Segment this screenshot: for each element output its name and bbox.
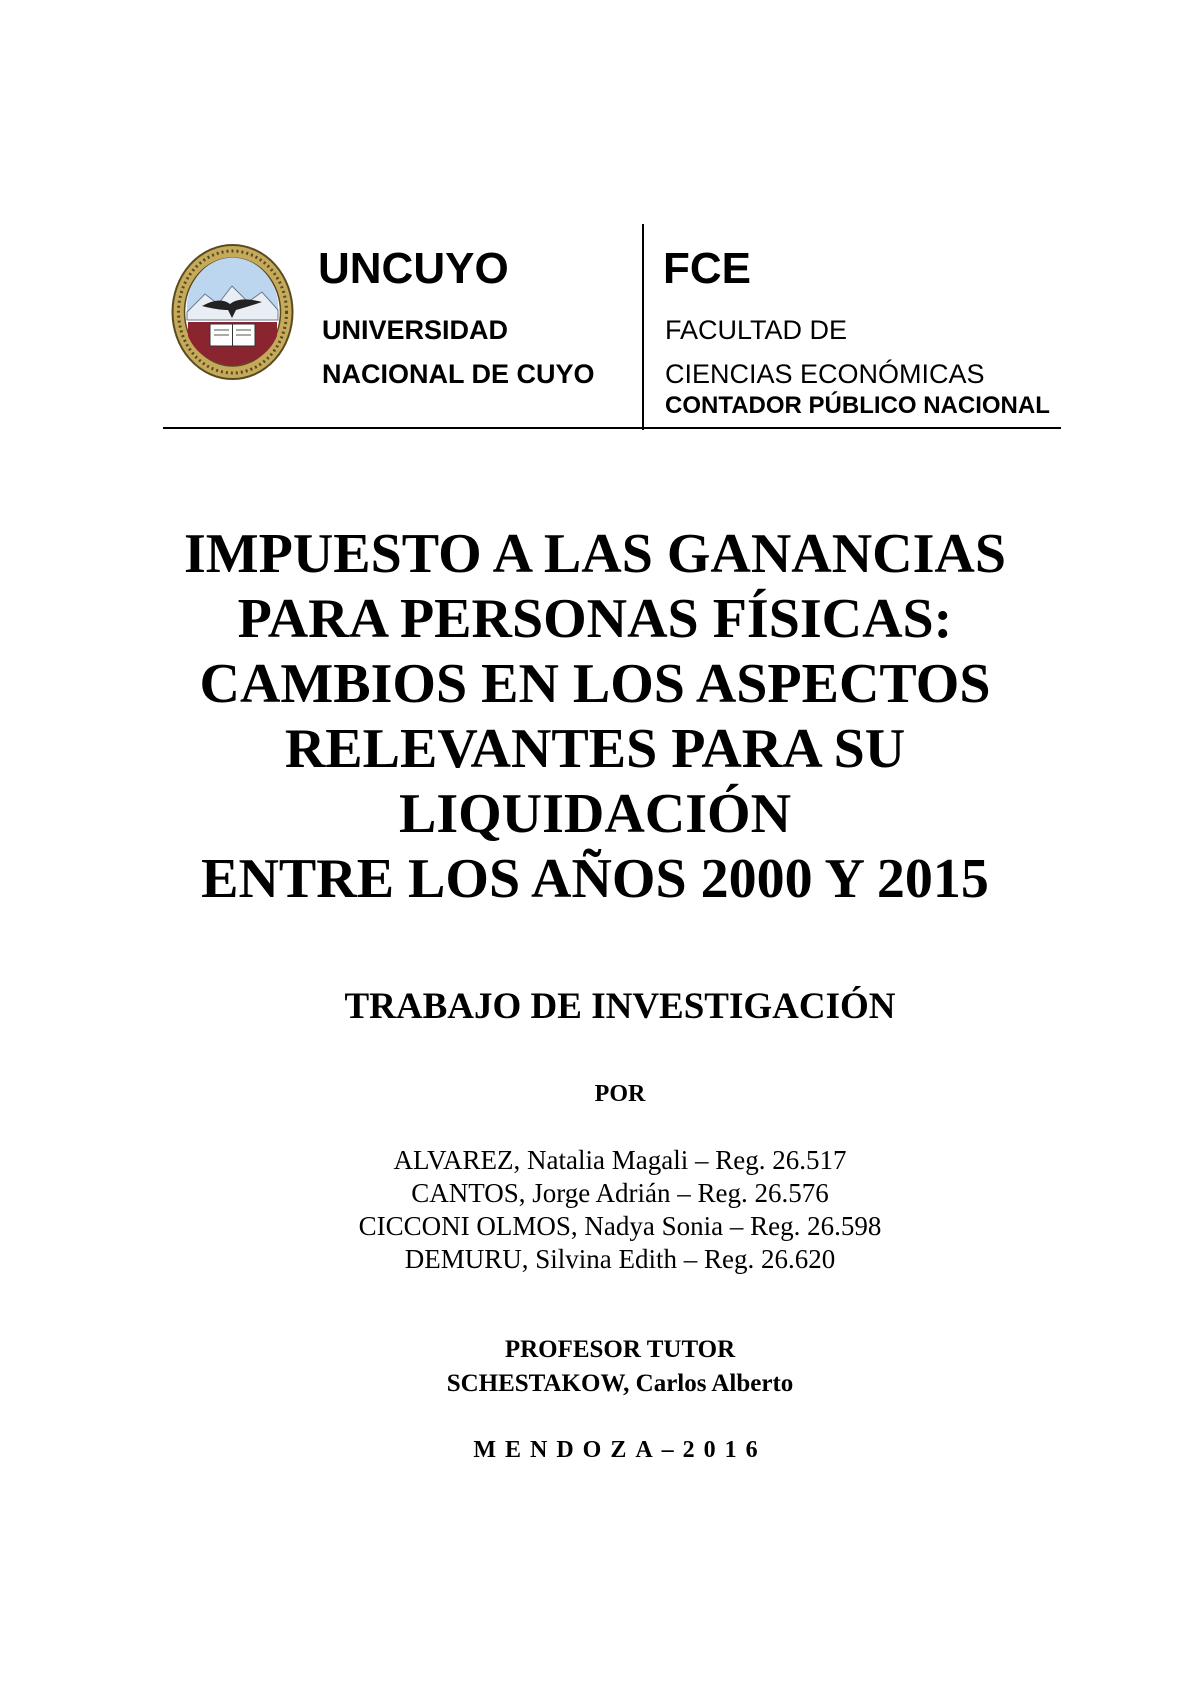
title-line: RELEVANTES PARA SU bbox=[284, 718, 906, 780]
tutor-block bbox=[0, 1333, 1190, 1401]
title-line: ENTRE LOS AÑOS 2000 Y 2015 bbox=[201, 848, 989, 910]
author-list bbox=[0, 1144, 1190, 1276]
header bbox=[0, 0, 1190, 440]
faculty-short-name: FCE bbox=[663, 244, 751, 293]
title-line: PARA PERSONAS FÍSICAS: bbox=[237, 588, 953, 650]
university-full-name bbox=[322, 308, 595, 396]
document-title bbox=[0, 522, 1190, 912]
title-line: CAMBIOS EN LOS ASPECTOS bbox=[199, 653, 991, 715]
tutor-label: PROFESOR TUTOR bbox=[504, 1336, 736, 1363]
place-and-year: MENDOZA–2016 bbox=[473, 1437, 767, 1463]
header-vertical-divider bbox=[642, 224, 644, 430]
university-seal-icon bbox=[170, 242, 295, 382]
document-type: TRABAJO DE INVESTIGACIÓN bbox=[344, 986, 896, 1027]
tutor-given-name: Carlos Alberto bbox=[635, 1370, 794, 1397]
title-line: LIQUIDACIÓN bbox=[398, 783, 792, 845]
career-name: CONTADOR PÚBLICO NACIONAL bbox=[665, 392, 1050, 419]
by-label: POR bbox=[594, 1081, 646, 1107]
university-line-1: UNIVERSIDAD bbox=[322, 315, 509, 345]
title-line: IMPUESTO A LAS GANANCIAS bbox=[183, 523, 1007, 585]
faculty-full-name bbox=[665, 308, 985, 396]
seal-graphic bbox=[170, 242, 295, 382]
university-short-name: UNCUYO bbox=[318, 244, 509, 293]
tutor-name bbox=[0, 1367, 1190, 1401]
faculty-line-1: FACULTAD DE bbox=[665, 315, 848, 345]
author-entry: CICCONI OLMOS, Nadya Sonia – Reg. 26.598 bbox=[358, 1211, 882, 1241]
header-horizontal-divider bbox=[163, 427, 1061, 429]
author-entry: DEMURU, Silvina Edith – Reg. 26.620 bbox=[404, 1244, 836, 1274]
author-entry: ALVAREZ, Natalia Magali – Reg. 26.517 bbox=[393, 1145, 847, 1175]
faculty-line-2: CIENCIAS ECONÓMICAS bbox=[665, 359, 985, 389]
tutor-surname: SCHESTAKOW, bbox=[446, 1370, 630, 1397]
author-entry: CANTOS, Jorge Adrián – Reg. 26.576 bbox=[411, 1178, 829, 1208]
university-line-2: NACIONAL DE CUYO bbox=[322, 359, 595, 389]
